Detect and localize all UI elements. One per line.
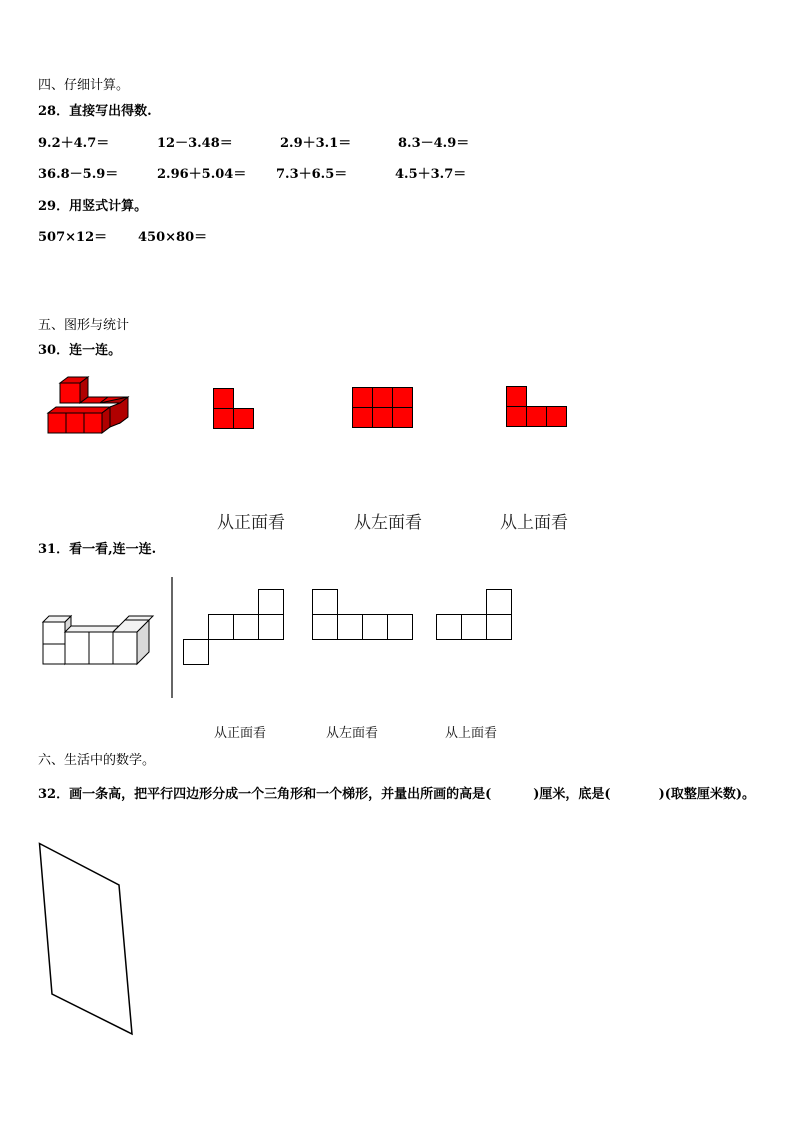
q31-view-stepped <box>183 589 285 667</box>
q32-text-part3: )(取整厘米数)。 <box>658 787 756 802</box>
q29-expr: 507×12＝ <box>38 230 108 245</box>
q30-view-label-top: 从上面看 <box>500 513 568 533</box>
section-6-title: 六、生活中的数学。 <box>38 753 156 768</box>
section-4-title: 四、仔细计算。 <box>38 78 130 93</box>
red-view-grid <box>352 387 414 429</box>
q30-prompt: 30．连一连。 <box>38 343 122 358</box>
q31-view-label-top: 从上面看 <box>445 726 498 741</box>
q31-view-label-left: 从左面看 <box>326 726 379 741</box>
parallelogram-figure <box>38 842 138 1038</box>
q30-view-label-front: 从正面看 <box>217 513 285 533</box>
red-view-long-l <box>506 386 568 428</box>
q31-view-reverse-l <box>436 589 514 642</box>
q31-divider-line <box>171 577 173 699</box>
q28-expr: 8.3－4.9＝ <box>398 136 470 151</box>
q31-view-label-front: 从正面看 <box>214 726 267 741</box>
q28-expr: 7.3＋6.5＝ <box>276 167 348 182</box>
q28-expr: 2.96＋5.04＝ <box>157 167 247 182</box>
q32-text-part2: )厘米，底是( <box>533 787 611 802</box>
q29-prompt: 29．用竖式计算。 <box>38 199 148 214</box>
q28-expr: 2.9＋3.1＝ <box>280 136 352 151</box>
q29-expr: 450×80＝ <box>138 230 208 245</box>
q32-prompt <box>38 780 762 809</box>
q28-expr: 9.2＋4.7＝ <box>38 136 110 151</box>
q28-expr: 4.5＋3.7＝ <box>395 167 467 182</box>
q28-expr: 36.8－5.9＝ <box>38 167 119 182</box>
red-cube-figure <box>44 375 134 437</box>
q28-prompt: 28．直接写出得数. <box>38 104 152 119</box>
q32-text-part1: 32．画一条高，把平行四边形分成一个三角形和一个梯形，并量出所画的高是( <box>38 787 492 802</box>
q30-view-label-left: 从左面看 <box>354 513 422 533</box>
q31-prompt: 31．看一看,连一连. <box>38 542 157 557</box>
q31-view-long-base <box>312 589 414 642</box>
red-view-l-shape <box>213 388 255 430</box>
q28-expr: 12－3.48＝ <box>157 136 233 151</box>
section-5-title: 五、图形与统计 <box>38 318 130 333</box>
white-cube-figure <box>42 612 154 666</box>
